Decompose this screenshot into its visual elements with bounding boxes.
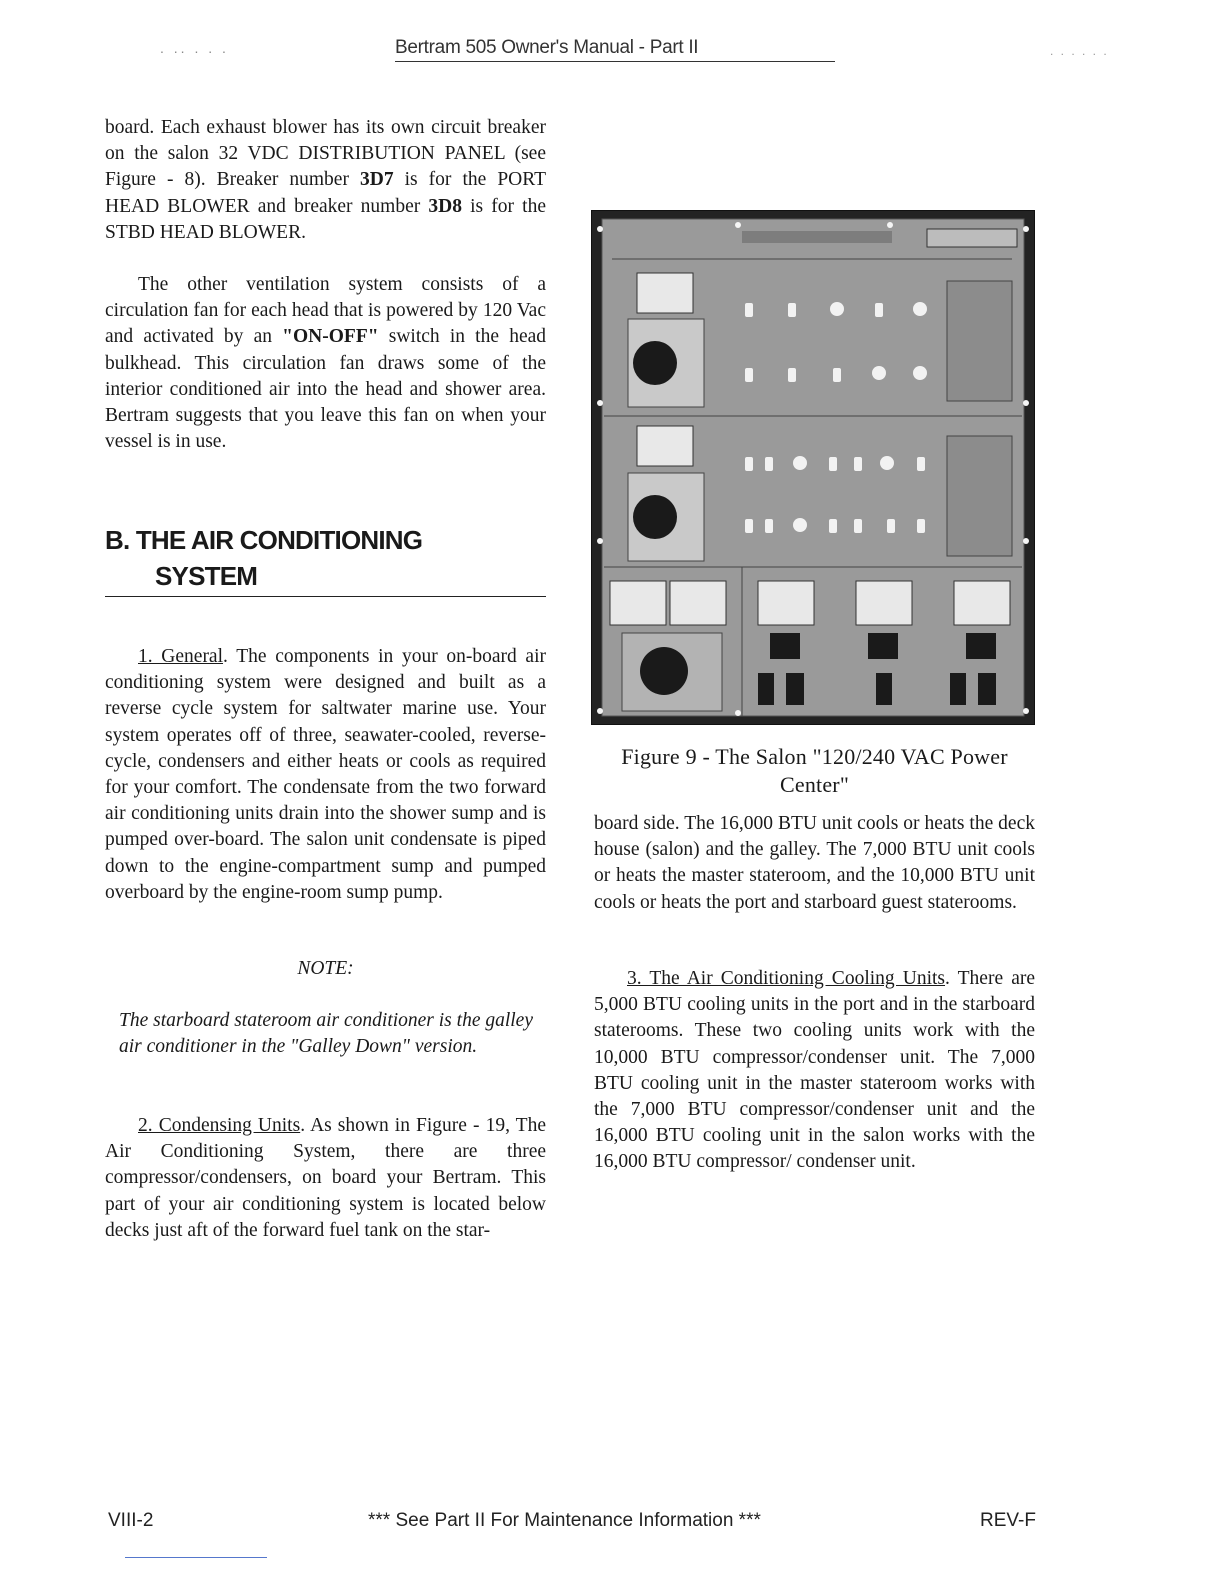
header-marks-right: . . . . . . [1050,44,1109,58]
heading-line-1: B. THE AIR CONDITIONING [105,525,423,555]
right-paragraph-cooling-units: 3. The Air Conditioning Cooling Units. There are 5,000 BTU cooling units in the port and in the starboard staterooms. These two cooling units work with the 10,000 BTU compressor/condenser unit. The 7,000 BTU cooling unit in the master stateroom works with the 7,000 BTU compressor/condenser unit and the 16,000 BTU cooling unit in the salon works with the 16,000 BTU compressor/ condenser unit. [594,968,1035,1173]
power-center-panel-illustration [592,211,1034,724]
power-center-photo [591,210,1035,725]
footer-note: *** See Part II For Maintenance Information *** [368,1510,761,1531]
heading-line-2: SYSTEM [155,561,258,591]
left-paragraph-circulation-fan: The other ventilation system consists of a circulation fan for each head that is powered by 120 Vac and activated by an "ON-OFF" switch in the head bulkhead. This circulation fan draws some of the interior conditioned air into the head and shower area. Bertram suggests that you leave this fan on when your vessel is in use. [105,274,547,453]
condensing-label: 2. Condensing Units [138,1115,301,1136]
note-block [105,956,546,1061]
footer-rule [125,1557,267,1558]
note-text: The starboard stateroom air conditioner is the galley air conditioner in the "Galley Down" version. [119,1010,533,1058]
running-header: Bertram 505 Owner's Manual - Part II [395,36,835,62]
right-paragraph-btu-units: board side. The 16,000 BTU unit cools or heats the deck house (salon) and the galley. The 7,000 BTU unit cools or heats the master stateroom, and the 10,000 BTU unit cools or heats the port and starboard guest staterooms. [594,813,1035,913]
section-heading-air-conditioning [105,522,546,597]
left-paragraph-general: 1. General. The components in your on-board air conditioning system were designed and built as a reverse cycle system for saltwater marine use. Your system operates off of three, seawater-cooled, reverse-cycle, condensers and either heats or cools as required for your comfort. The condensate from the two forward air conditioning units drain into the shower sump and is pumped over-board. The salon unit condensate is piped down to the engine-compartment sump and pumped overboard by the engine-room sump pump. [105,646,546,903]
page-number: VIII-2 [108,1510,154,1531]
header-marks-left: . .. . . . [160,40,229,56]
revision-label: REV-F [980,1510,1036,1531]
figure-caption: Figure 9 - The Salon "120/240 VAC Power Center" [621,744,1008,797]
left-paragraph-exhaust-blower: board. Each exhaust blower has its own circuit breaker on the salon 32 VDC DISTRIBUTION PANEL (see Figure - 8). Breaker number 3D7 is for the PORT HEAD BLOWER and breaker number 3D8 is for the STBD HEAD BLOWER. [105,117,546,243]
left-paragraph-condensing-units: 2. Condensing Units. As shown in Figure - 19, The Air Conditioning System, there are three compressor/condensers, on board your Bertram. This part of your air conditioning system is located below decks just aft of the forward fuel tank on the star- [105,1115,546,1241]
general-label: 1. General [138,646,224,667]
cooling-label: 3. The Air Conditioning Cooling Units [627,968,946,989]
note-label: NOTE: [297,958,354,979]
